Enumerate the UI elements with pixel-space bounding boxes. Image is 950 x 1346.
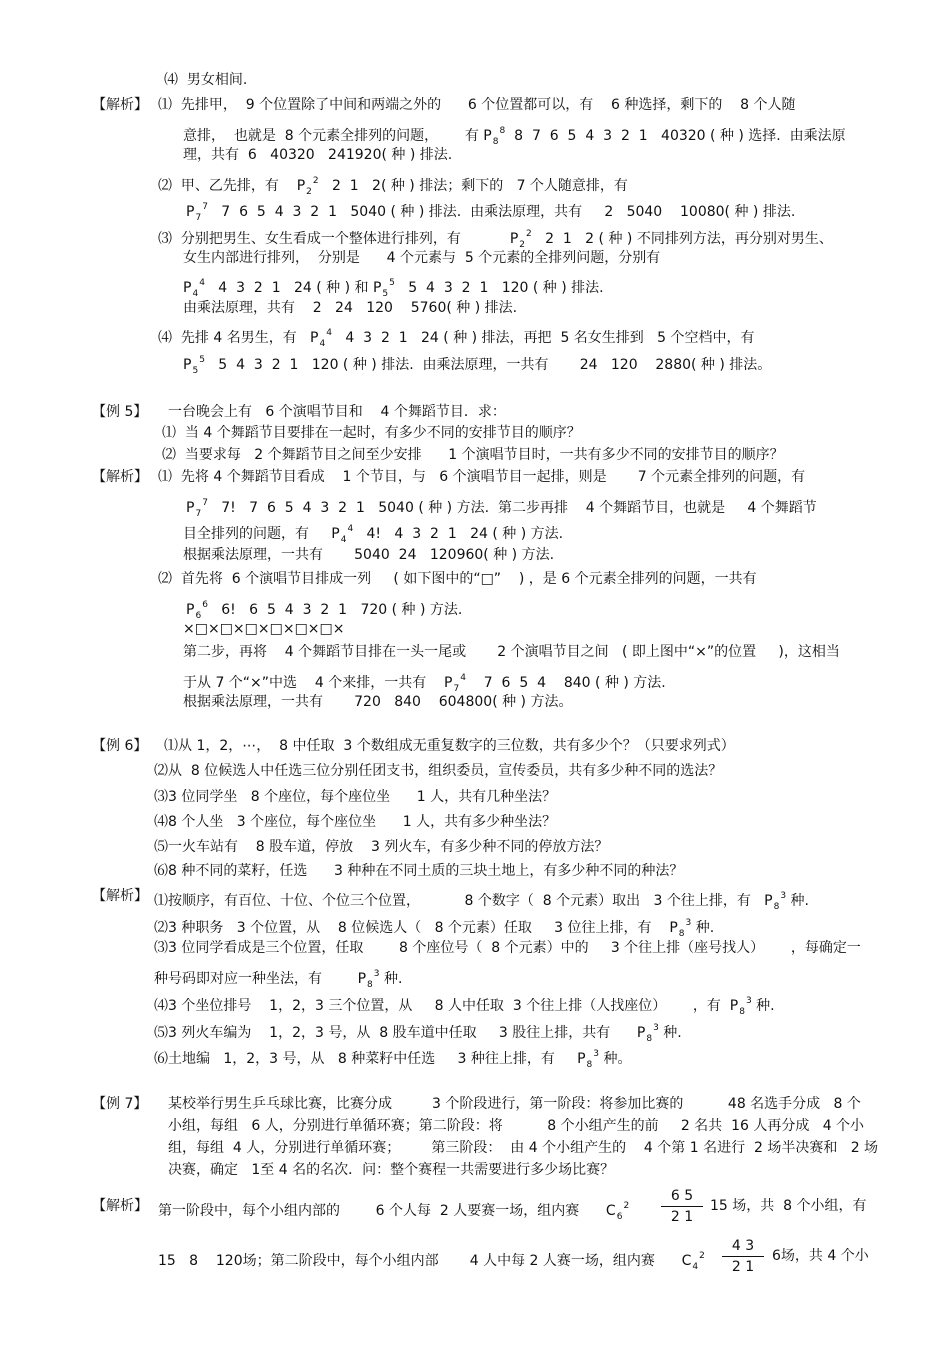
text-line: 一台晚会上有 6 个演唱节目和 4 个舞蹈节目．求： bbox=[168, 404, 506, 420]
text-line: 根据乘法原理，一共有 5040 24 120960( 种 ) 方法. bbox=[183, 547, 555, 563]
text-line: ⑴从 1，2，⋯， 8 中任取 3 个数组成无重复数字的三位数，共有多少个？（只要求列式） bbox=[164, 738, 735, 754]
text-line: $P_5^5$ 5 4 3 2 1 120 ( 种 ) 排法. 由乘法原理，一共有 24 120 2880( 种 ) 排法。 bbox=[183, 355, 772, 376]
analysis-tag: 【解析】 bbox=[92, 469, 148, 485]
text-line: 根据乘法原理，一共有 720 840 604800( 种 ) 方法。 bbox=[183, 694, 573, 710]
text-line: 小组，每组 6 人，分别进行单循环赛；第二阶段：将 8 个小组产生的前 2 名共 16 人再分成 4 个小 bbox=[168, 1118, 865, 1134]
text-line: $P_7^7$ 7 6 5 4 3 2 1 5040 ( 种 ) 排法. 由乘法原理，共有 2 5040 10080( 种 ) 排法. bbox=[186, 202, 796, 223]
fraction-numerator: 4 3 bbox=[731, 1238, 755, 1254]
analysis-tag: 【解析】 bbox=[92, 97, 148, 113]
text-line: 15 8 120场；第二阶段中，每个小组内部 4 人中每 2 人赛一场，组内赛 $C_4^2$ bbox=[158, 1251, 705, 1272]
text-line: 意排， 也就是 8 个元素全排列的问题， 有 $P_8^8$ 8 7 6 5 4 3 2 1 40320 ( 种 ) 选择. 由乘法原 bbox=[183, 126, 846, 147]
fraction bbox=[722, 1237, 764, 1276]
text-line: 目全排列的问题，有 $P_4^4$ 4! 4 3 2 1 24 ( 种 ) 方法. bbox=[183, 524, 564, 545]
fraction-denominator: 2 1 bbox=[731, 1259, 755, 1275]
fraction-bar bbox=[661, 1206, 703, 1207]
text-line: ⑹8 种不同的菜籽，任选 3 种种在不同土质的三块土地上，有多少种不同的种法？ bbox=[154, 863, 684, 879]
fraction-numerator: 6 5 bbox=[670, 1188, 694, 1204]
example-tag: 【例 5】 bbox=[92, 404, 148, 420]
text-line: ⑴按顺序，有百位、十位、个位三个位置， 8 个数字（ 8 个元素）取出 3 个往上排，有 $P_8^3$ 种. bbox=[154, 891, 809, 912]
text-line: ⑵3 种职务 3 个位置，从 8 位候选人（ 8 个元素）任取 3 位往上排，有 $P_8^3$ 种. bbox=[154, 918, 715, 939]
text-line: 6场，共 4 个小 bbox=[772, 1248, 869, 1264]
text-line: $P_6^6$ 6! 6 5 4 3 2 1 720 ( 种 ) 方法. bbox=[186, 600, 463, 621]
text-line: ⑶3 位同学坐 8 个座位，每个座位坐 1 人，共有几种坐法？ bbox=[154, 789, 557, 805]
text-line: ⑷3 个坐位排号 1，2，3 三个位置，从 8 人中任取 3 个往上排（人找座位） ，有 $P_8^3$ 种. bbox=[154, 996, 775, 1017]
fraction bbox=[661, 1187, 703, 1226]
text-line: ⑷ 男女相间. bbox=[164, 72, 248, 88]
text-line: ×□×□×□×□×□×□× bbox=[183, 621, 345, 637]
text-line: 女生内部进行排列， 分别是 4 个元素与 5 个元素的全排列问题，分别有 bbox=[183, 250, 661, 266]
text-line: 决赛，确定 1至 4 名的名次．问：整个赛程一共需要进行多少场比赛？ bbox=[168, 1162, 615, 1178]
text-line: 组，每组 4 人，分别进行单循环赛； 第三阶段： 由 4 个小组产生的 4 个第 1 名进行 2 场半决赛和 2 场 bbox=[168, 1140, 879, 1156]
text-line: $P_4^4$ 4 3 2 1 24 ( 种 ) 和 $P_5^5$ 5 4 3 2 1 120 ( 种 ) 排法. bbox=[183, 278, 604, 299]
text-line: ⑵ 当要求每 2 个舞蹈节目之间至少安排 1 个演唱节目时，一共有多少不同的安排节目的顺序？ bbox=[162, 447, 784, 463]
text-line: 15 场，共 8 个小组，有 bbox=[710, 1198, 867, 1214]
fraction-bar bbox=[722, 1256, 764, 1257]
text-line: 某校举行男生乒乓球比赛，比赛分成 3 个阶段进行，第一阶段：将参加比赛的 48 名选手分成 8 个 bbox=[168, 1096, 861, 1112]
text-line: 第一阶段中，每个小组内部的 6 个人每 2 人要赛一场，组内赛 $C_6^2$ bbox=[158, 1201, 630, 1222]
text-line: ⑸3 列火车编为 1，2，3 号，从 8 股车道中任取 3 股往上排，共有 $P_8^3$ 种. bbox=[154, 1023, 682, 1044]
fraction-denominator: 2 1 bbox=[670, 1209, 694, 1225]
text-line: $P_7^7$ 7! 7 6 5 4 3 2 1 5040 ( 种 ) 方法. 第二步再排 4 个舞蹈节目，也就是 4 个舞蹈节 bbox=[186, 498, 817, 519]
text-line: 于从 7 个“×”中选 4 个来排，一共有 $P_7^4$ 7 6 5 4 840 ( 种 ) 方法. bbox=[183, 673, 666, 694]
text-line: ⑵ 甲、乙先排，有 $P_2^2$ 2 1 2( 种 ) 排法；剩下的 7 个人随意排，有 bbox=[158, 176, 628, 197]
text-line: ⑵ 首先将 6 个演唱节目排成一列 ( 如下图中的“□” ) ，是 6 个元素全排列的问题，一共有 bbox=[158, 571, 757, 587]
text-line: 种号码即对应一种坐法，有 $P_8^3$ 种. bbox=[154, 969, 403, 990]
text-line: ⑵从 8 位候选人中任选三位分别任团支书，组织委员，宣传委员，共有多少种不同的选法？ bbox=[154, 763, 723, 779]
text-line: ⑴ 先排甲， 9 个位置除了中间和两端之外的 6 个位置都可以，有 6 种选择，剩下的 8 个人随 bbox=[158, 97, 796, 113]
text-line: 第二步，再将 4 个舞蹈节目排在一头一尾或 2 个演唱节目之间 ( 即上图中“×”的位置 )，这相当 bbox=[183, 644, 840, 660]
analysis-tag: 【解析】 bbox=[92, 1198, 148, 1214]
text-line: ⑸一火车站有 8 股车道，停放 3 列火车，有多少种不同的停放方法？ bbox=[154, 839, 609, 855]
text-line: ⑴ 先将 4 个舞蹈节目看成 1 个节目，与 6 个演唱节目一起排，则是 7 个元素全排列的问题，有 bbox=[158, 469, 806, 485]
text-line: ⑶3 位同学看成是三个位置，任取 8 个座位号（ 8 个元素）中的 3 个往上排（座号找人） ，每确定一 bbox=[154, 940, 861, 956]
text-line: 由乘法原理，共有 2 24 120 5760( 种 ) 排法. bbox=[183, 300, 518, 316]
analysis-tag: 【解析】 bbox=[92, 888, 148, 904]
text-line: ⑶ 分别把男生、女生看成一个整体进行排列，有 $P_2^2$ 2 1 2 ( 种 ) 不同排列方法，再分别对男生、 bbox=[158, 229, 833, 250]
example-tag: 【例 7】 bbox=[92, 1096, 148, 1112]
text-line: ⑴ 当 4 个舞蹈节目要排在一起时，有多少不同的安排节目的顺序？ bbox=[162, 425, 581, 441]
text-line: 理，共有 6 40320 241920( 种 ) 排法. bbox=[183, 147, 453, 163]
text-line: ⑹土地编 1，2，3 号，从 8 种菜籽中任选 3 种往上排，有 $P_8^3$ 种。 bbox=[154, 1049, 632, 1070]
example-tag: 【例 6】 bbox=[92, 738, 148, 754]
text-line: ⑷ 先排 4 名男生，有 $P_4^4$ 4 3 2 1 24 ( 种 ) 排法，再把 5 名女生排到 5 个空档中，有 bbox=[158, 328, 755, 349]
text-line: ⑷8 个人坐 3 个座位，每个座位坐 1 人，共有多少种坐法？ bbox=[154, 814, 557, 830]
